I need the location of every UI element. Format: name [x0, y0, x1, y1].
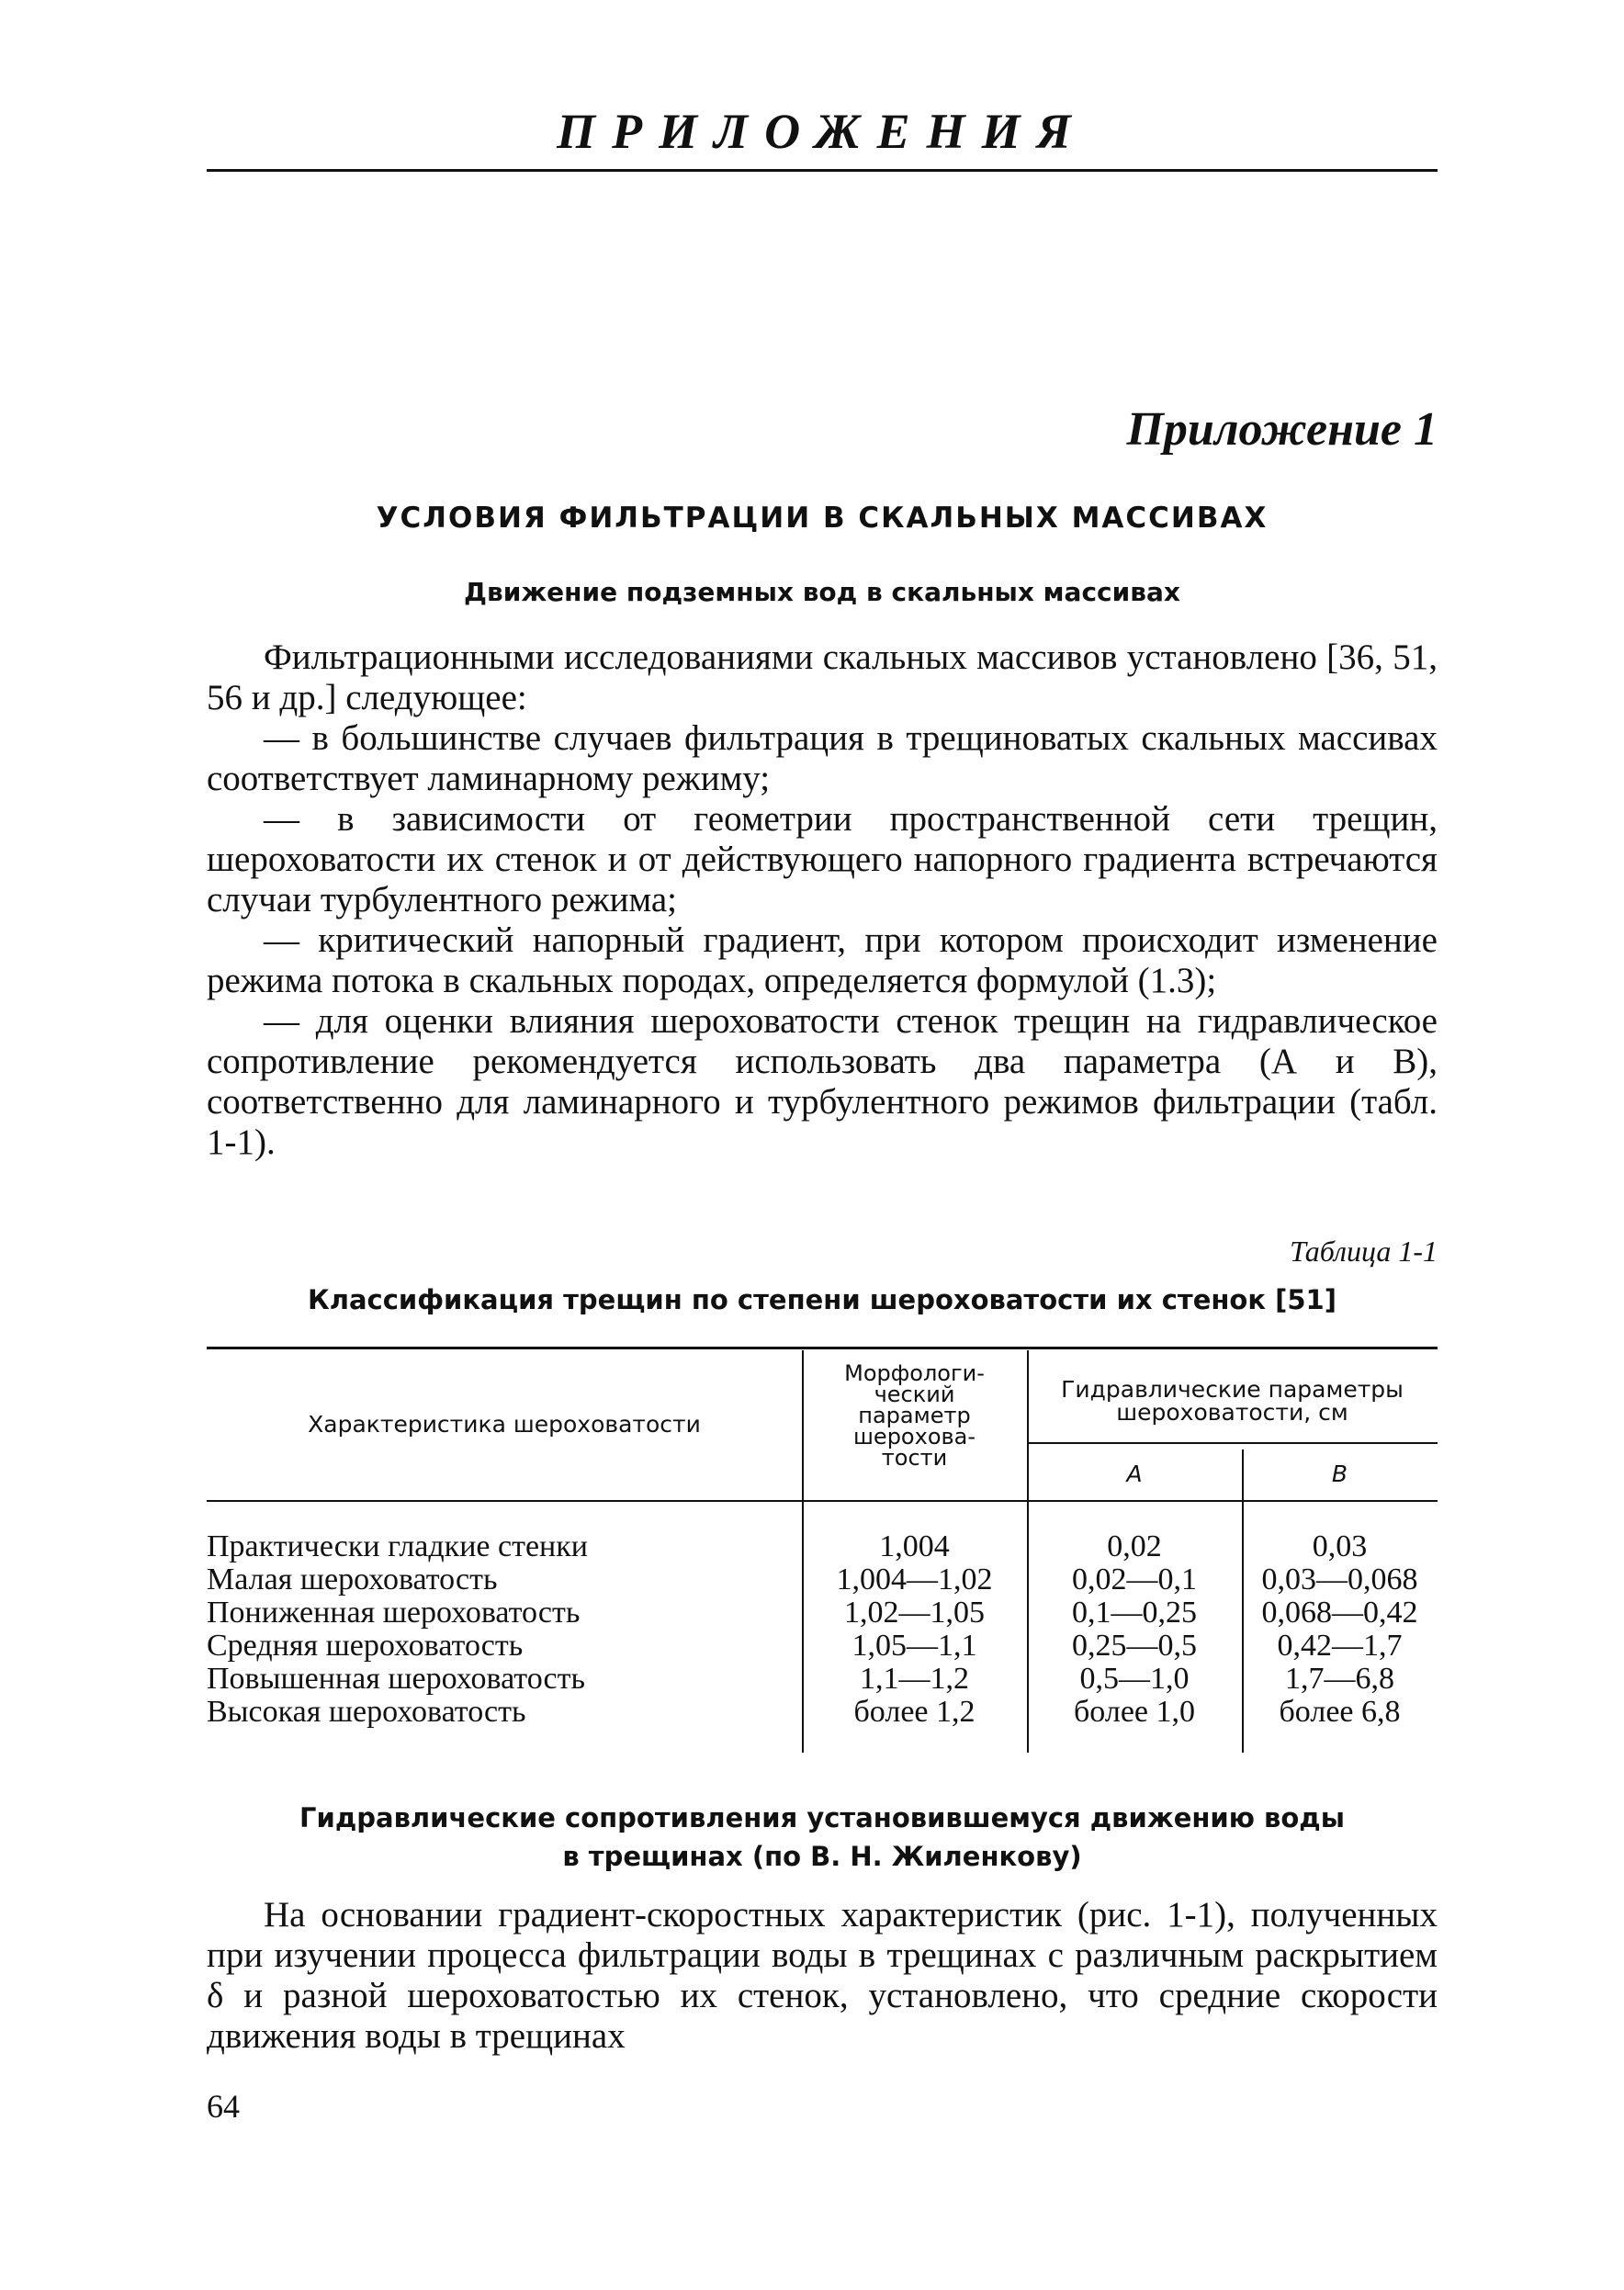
- header-hydraulic: Гидравлические параметры шероховатости, см: [1061, 1376, 1404, 1426]
- paragraph: — в большинстве случаев фильтрация в трещиноватых скальных массивах соответствует ламинарному режиму;: [207, 718, 1438, 798]
- paragraph: — в зависимости от геометрии пространственной сети трещин, шероховатости их стенок и от действующего напорного градиента встречаются случаи турбулентного режима;: [207, 799, 1438, 919]
- subsection-title-2: Гидравлические сопротивления установившемуся движению воды в трещинах (по В. Н. Жиленкову): [299, 1802, 1345, 1872]
- roughness-table: [207, 1347, 1438, 1765]
- subsection-title: Движение подземных вод в скальных массивах: [464, 577, 1180, 607]
- table-cell-b: 0,068—0,42: [1261, 1596, 1418, 1630]
- header-characteristic: Характеристика шероховатости: [308, 1411, 701, 1438]
- table-cell-a: 0,1—0,25: [1072, 1596, 1197, 1630]
- table-cell-b: 0,42—1,7: [1277, 1629, 1403, 1663]
- table-cell-name: Практически гладкие стенки: [207, 1529, 588, 1563]
- table-cell-name: Повышенная шероховатость: [207, 1662, 586, 1696]
- table-cell-name: Малая шероховатость: [207, 1562, 498, 1596]
- table-cell-a: 0,02—0,1: [1072, 1562, 1197, 1596]
- table-caption: Классификация трещин по степени шероховатости их стенок [51]: [308, 1284, 1336, 1315]
- table-cell-name: Средняя шероховатость: [207, 1629, 524, 1663]
- table-cell-b: 0,03: [1312, 1529, 1368, 1563]
- table-label: Таблица 1-1: [1290, 1235, 1438, 1268]
- table-cell-b: более 6,8: [1279, 1695, 1401, 1729]
- table-cell-a: 0,02: [1107, 1529, 1162, 1563]
- table-cell-b: 0,03—0,068: [1261, 1562, 1418, 1596]
- table-cell-name: Пониженная шероховатость: [207, 1596, 581, 1630]
- param-b-column: [1242, 1530, 1438, 1729]
- table-cell-morph: 1,1—1,2: [860, 1662, 969, 1696]
- paragraph: — для оценки влияния шероховатости стенок трещин на гидравлическое сопротивление рекомендуется использовать два параметра (А и В), соответственно для ламинарного и турбулентного режимов фильтрации (табл. 1-1).: [207, 1001, 1438, 1162]
- intro-text: [207, 637, 1438, 1163]
- appendix-label: Приложение 1: [1126, 403, 1438, 456]
- hydraulic-subrule: [1027, 1442, 1438, 1444]
- table-header-rule: [207, 1500, 1438, 1502]
- paragraph: — критический напорный градиент, при котором происходит изменение режима потока в скальных породах, определяется формулой (1.3);: [207, 920, 1438, 1000]
- table-cell-morph: 1,004—1,02: [836, 1562, 993, 1596]
- page-number: 64: [207, 2088, 240, 2125]
- table-cell-name: Высокая шероховатость: [207, 1695, 526, 1729]
- paragraph: Фильтрационными исследованиями скальных массивов установлено [36, 51, 56 и др.] следующее:: [207, 637, 1438, 717]
- running-head: ПРИЛОЖЕНИЯ: [557, 104, 1088, 159]
- morphological-column: [802, 1530, 1027, 1729]
- table-cell-a: 0,25—0,5: [1072, 1629, 1197, 1663]
- table-cell-a: 0,5—1,0: [1079, 1662, 1190, 1696]
- header-rule: [207, 169, 1438, 172]
- table-cell-b: 1,7—6,8: [1285, 1662, 1394, 1696]
- table-cell-morph: 1,02—1,05: [844, 1596, 985, 1630]
- section-title: УСЛОВИЯ ФИЛЬТРАЦИИ В СКАЛЬНЫХ МАССИВАХ: [376, 502, 1269, 535]
- paragraph: На основании градиент-скоростных характеристик (рис. 1-1), полученных при изучении процесса фильтрации воды в трещинах с различным раскрытием δ и разной шероховатостью их стенок, установлено, что средние скорости движения воды в трещинах: [207, 1895, 1438, 2056]
- characteristic-column: [207, 1530, 804, 1729]
- table-cell-morph: 1,004: [879, 1529, 950, 1563]
- table-cell-morph: более 1,2: [853, 1695, 976, 1729]
- table-cell-morph: 1,05—1,1: [851, 1629, 977, 1663]
- header-a: А: [1126, 1461, 1143, 1487]
- table-top-rule: [207, 1347, 1438, 1349]
- header-morphological: Морфологи- ческий параметр шерохова- тости: [844, 1360, 985, 1471]
- param-a-column: [1027, 1530, 1242, 1729]
- closing-text: [207, 1895, 1438, 2057]
- table-cell-a: более 1,0: [1074, 1695, 1195, 1729]
- header-b: В: [1331, 1461, 1348, 1487]
